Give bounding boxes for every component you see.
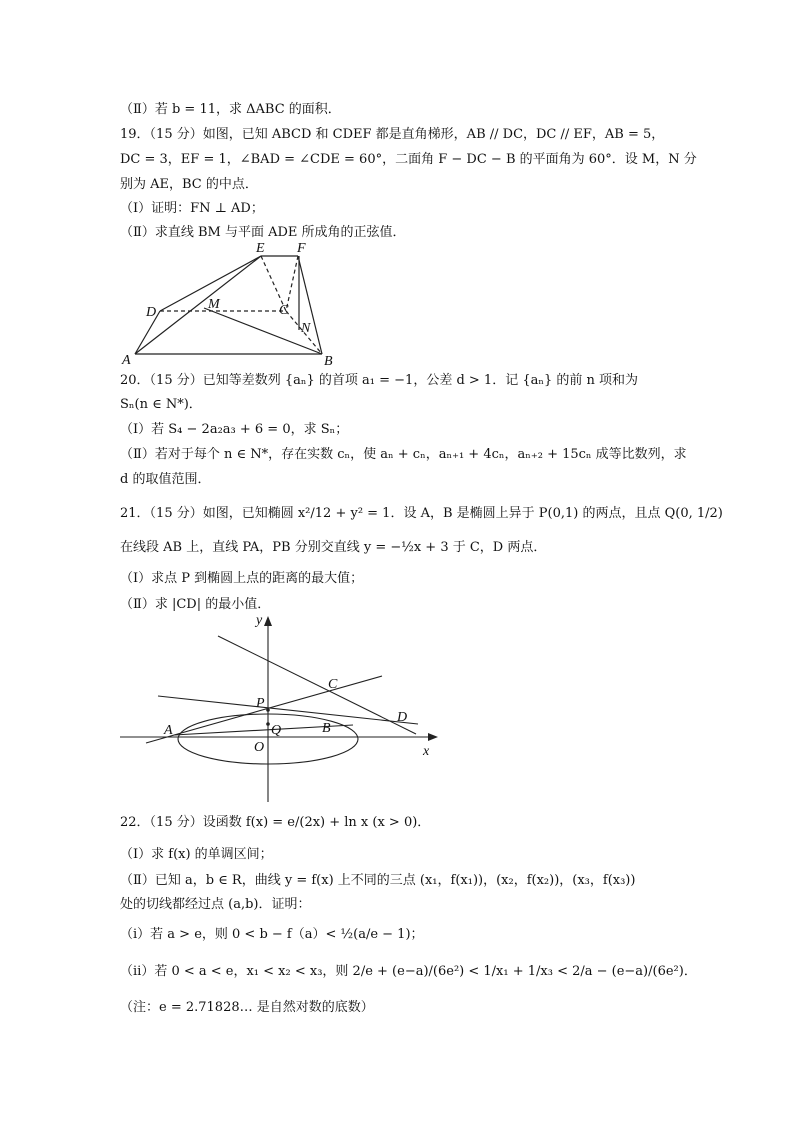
label-M: M: [208, 297, 220, 312]
point-P: [266, 708, 270, 712]
line-PB: [158, 696, 418, 724]
q21-part2: （Ⅱ）求 |CD| 的最小值．: [120, 597, 271, 612]
q19-line-1: 19．（15 分）如图，已知 ABCD 和 CDEF 都是直角梯形，AB // DC，DC // EF，AB = 5，: [120, 127, 665, 142]
label-O: O: [254, 740, 265, 755]
point-Q: [266, 722, 270, 726]
figure-ellipse: [118, 612, 448, 807]
q22-note: （注：e = 2.71828… 是自然对数的底数）: [120, 1000, 374, 1015]
q21-line-2: 在线段 AB 上，直线 PA，PB 分别交直线 y = −½x + 3 于 C，D 两点．: [120, 540, 547, 555]
line-CD: [218, 636, 416, 734]
label-E: E: [256, 241, 265, 256]
q22-part2-line-1: （Ⅱ）已知 a，b ∈ R，曲线 y = f(x) 上不同的三点 (x₁，f(x₁))，(x₂，f(x₂))，(x₃，f(x₃)): [120, 873, 636, 888]
label-D: D: [146, 305, 157, 320]
label-F: F: [297, 241, 306, 256]
q22-part2-line-2: 处的切线都经过点 (a,b)．证明：: [120, 897, 311, 912]
q19-part2: （Ⅱ）求直线 BM 与平面 ADE 所成角的正弦值．: [120, 225, 406, 240]
label-B: B: [324, 354, 333, 369]
label-x: x: [423, 744, 430, 759]
label-B: B: [322, 721, 331, 736]
q19-line-3: 别为 AE，BC 的中点．: [120, 177, 258, 192]
q22-part1: （Ⅰ）求 f(x) 的单调区间；: [120, 847, 273, 862]
label-y: y: [256, 613, 263, 628]
q18-part2-line: （Ⅱ）若 b = 11，求 ΔABC 的面积．: [120, 102, 341, 117]
label-N: N: [301, 321, 311, 336]
x-axis-arrow: [428, 733, 438, 741]
label-C: C: [328, 677, 338, 692]
q21-part1: （Ⅰ）求点 P 到椭圆上点的距离的最大值；: [120, 571, 364, 586]
q20-part2-line-1: （Ⅱ）若对于每个 n ∈ N*，存在实数 cₙ，使 aₙ + cₙ，aₙ₊₁ + 4cₙ，aₙ₊₂ + 15cₙ 成等比数列，求: [120, 447, 687, 462]
label-A: A: [164, 723, 173, 738]
q19-line-2: DC = 3，EF = 1，∠BAD = ∠CDE = 60°，二面角 F − DC − B 的平面角为 60°．设 M，N 分: [120, 152, 697, 167]
y-axis-arrow: [264, 616, 272, 626]
q20-part2-line-2: d 的取值范围．: [120, 472, 211, 487]
label-C: C: [279, 303, 289, 318]
q19-part1: （Ⅰ）证明：FN ⊥ AD；: [120, 201, 264, 216]
q21-line-1: 21．（15 分）如图，已知椭圆 x²/12 + y² = 1．设 A，B 是椭圆上异于 P(0,1) 的两点，且点 Q(0, 1/2): [120, 506, 723, 521]
q20-line-1: 20．（15 分）已知等差数列 {aₙ} 的首项 a₁ = −1，公差 d > 1．记 {aₙ} 的前 n 项和为: [120, 373, 639, 388]
q20-part1: （Ⅰ）若 S₄ − 2a₂a₃ + 6 = 0，求 Sₙ；: [120, 422, 349, 437]
q22-sub-i: （ⅰ）若 a > e，则 0 < b − f（a）< ½(a/e − 1)；: [120, 927, 424, 942]
label-D: D: [397, 710, 408, 725]
label-A: A: [122, 353, 131, 368]
q22-sub-ii: （ⅱ）若 0 < a < e，x₁ < x₂ < x₃，则 2/e + (e−a)/(6e²) < 1/x₁ + 1/x₃ < 2/a − (e−a)/(6e²)．: [120, 964, 697, 979]
q20-line-2: Sₙ(n ∈ N*)．: [120, 397, 202, 412]
label-Q: Q: [271, 723, 282, 738]
label-P: P: [256, 696, 265, 711]
q22-line-1: 22．（15 分）设函数 f(x) = e/(2x) + ln x (x > 0)．: [120, 815, 431, 830]
figure-solid-geometry: [118, 238, 348, 370]
